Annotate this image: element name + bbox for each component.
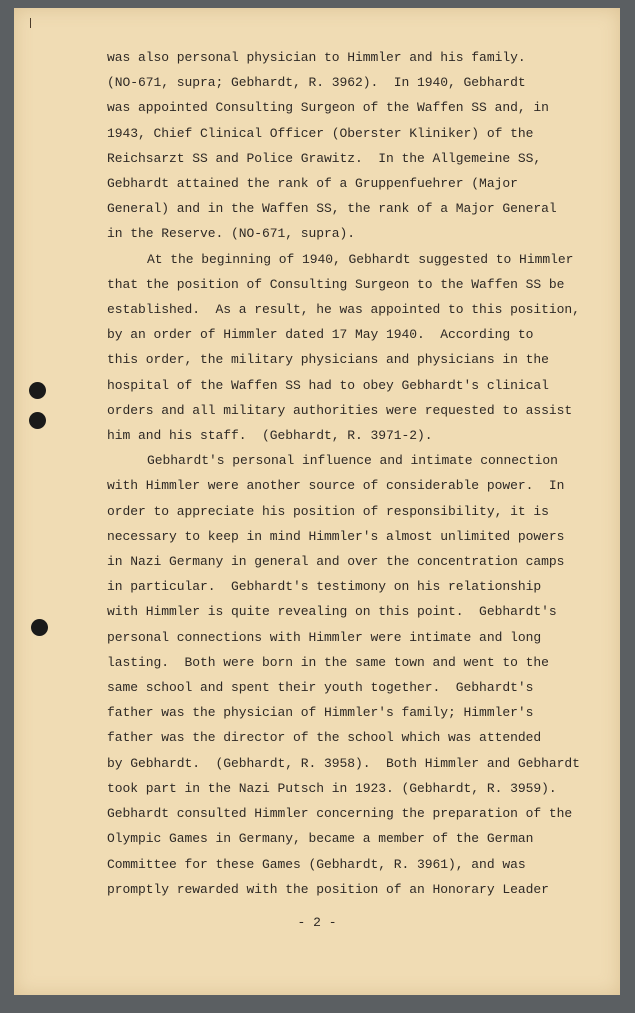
text-line: personal connections with Himmler were intimate and long	[107, 629, 542, 645]
text-line: orders and all military authorities were requested to assist	[107, 402, 573, 418]
text-line: Olympic Games in Germany, became a member of the German	[107, 831, 534, 847]
text-line: with Himmler were another source of considerable power. In	[107, 478, 565, 494]
text-line: this order, the military physicians and physicians in the	[107, 352, 549, 368]
text-line: by Gebhardt. (Gebhardt, R. 3958). Both Himmler and Gebhardt	[107, 755, 580, 771]
paragraph	[107, 45, 582, 247]
text-line: Gebhardt's personal influence and intimate connection	[147, 453, 558, 469]
text-line: with Himmler is quite revealing on this point. Gebhardt's	[107, 604, 557, 620]
text-line: was appointed Consulting Surgeon of the Waffen SS and, in	[107, 100, 549, 116]
document-page	[14, 8, 620, 995]
text-line: father was the director of the school which was attended	[107, 730, 542, 746]
text-line: order to appreciate his position of responsibility, it is	[107, 503, 549, 519]
text-line: Gebhardt consulted Himmler concerning the preparation of the	[107, 806, 573, 822]
text-line: Gebhardt attained the rank of a Gruppenfuehrer (Major	[107, 176, 518, 192]
text-line: 1943, Chief Clinical Officer (Oberster Kliniker) of the	[107, 125, 534, 141]
text-line: same school and spent their youth together. Gebhardt's	[107, 680, 534, 696]
text-line: Committee for these Games (Gebhardt, R. 3961), and was	[107, 856, 526, 872]
text-line: father was the physician of Himmler's family; Himmler's	[107, 705, 534, 721]
text-line: established. As a result, he was appointed to this position,	[107, 302, 580, 318]
text-line: was also personal physician to Himmler and his family.	[107, 50, 526, 65]
corner-mark	[30, 18, 37, 28]
text-line: in particular. Gebhardt's testimony on his relationship	[107, 579, 542, 595]
document-body	[107, 45, 582, 902]
text-line: promptly rewarded with the position of an Honorary Leader	[107, 881, 549, 897]
text-line: necessary to keep in mind Himmler's almost unlimited powers	[107, 528, 565, 544]
text-line: hospital of the Waffen SS had to obey Gebhardt's clinical	[107, 377, 549, 393]
punch-hole	[31, 619, 48, 636]
text-line: General) and in the Waffen SS, the rank of a Major General	[107, 201, 557, 217]
text-line: lasting. Both were born in the same town and went to the	[107, 654, 549, 670]
punch-hole	[29, 382, 46, 399]
punch-hole	[29, 412, 46, 429]
text-line: that the position of Consulting Surgeon to the Waffen SS be	[107, 276, 565, 292]
text-line: in the Reserve. (NO-671, supra).	[107, 226, 356, 242]
page-number: - 2 -	[297, 915, 337, 930]
text-line: in Nazi Germany in general and over the concentration camps	[107, 554, 565, 570]
text-line: by an order of Himmler dated 17 May 1940. According to	[107, 327, 534, 343]
paragraph	[107, 247, 582, 449]
text-line: him and his staff. (Gebhardt, R. 3971-2).	[107, 428, 433, 444]
text-line: Reichsarzt SS and Police Grawitz. In the Allgemeine SS,	[107, 150, 542, 166]
paragraph	[107, 448, 582, 902]
text-line: At the beginning of 1940, Gebhardt suggested to Himmler	[147, 251, 574, 267]
text-line: took part in the Nazi Putsch in 1923. (Gebhardt, R. 3959).	[107, 780, 557, 796]
text-line: (NO-671, supra; Gebhardt, R. 3962). In 1940, Gebhardt	[107, 75, 526, 91]
